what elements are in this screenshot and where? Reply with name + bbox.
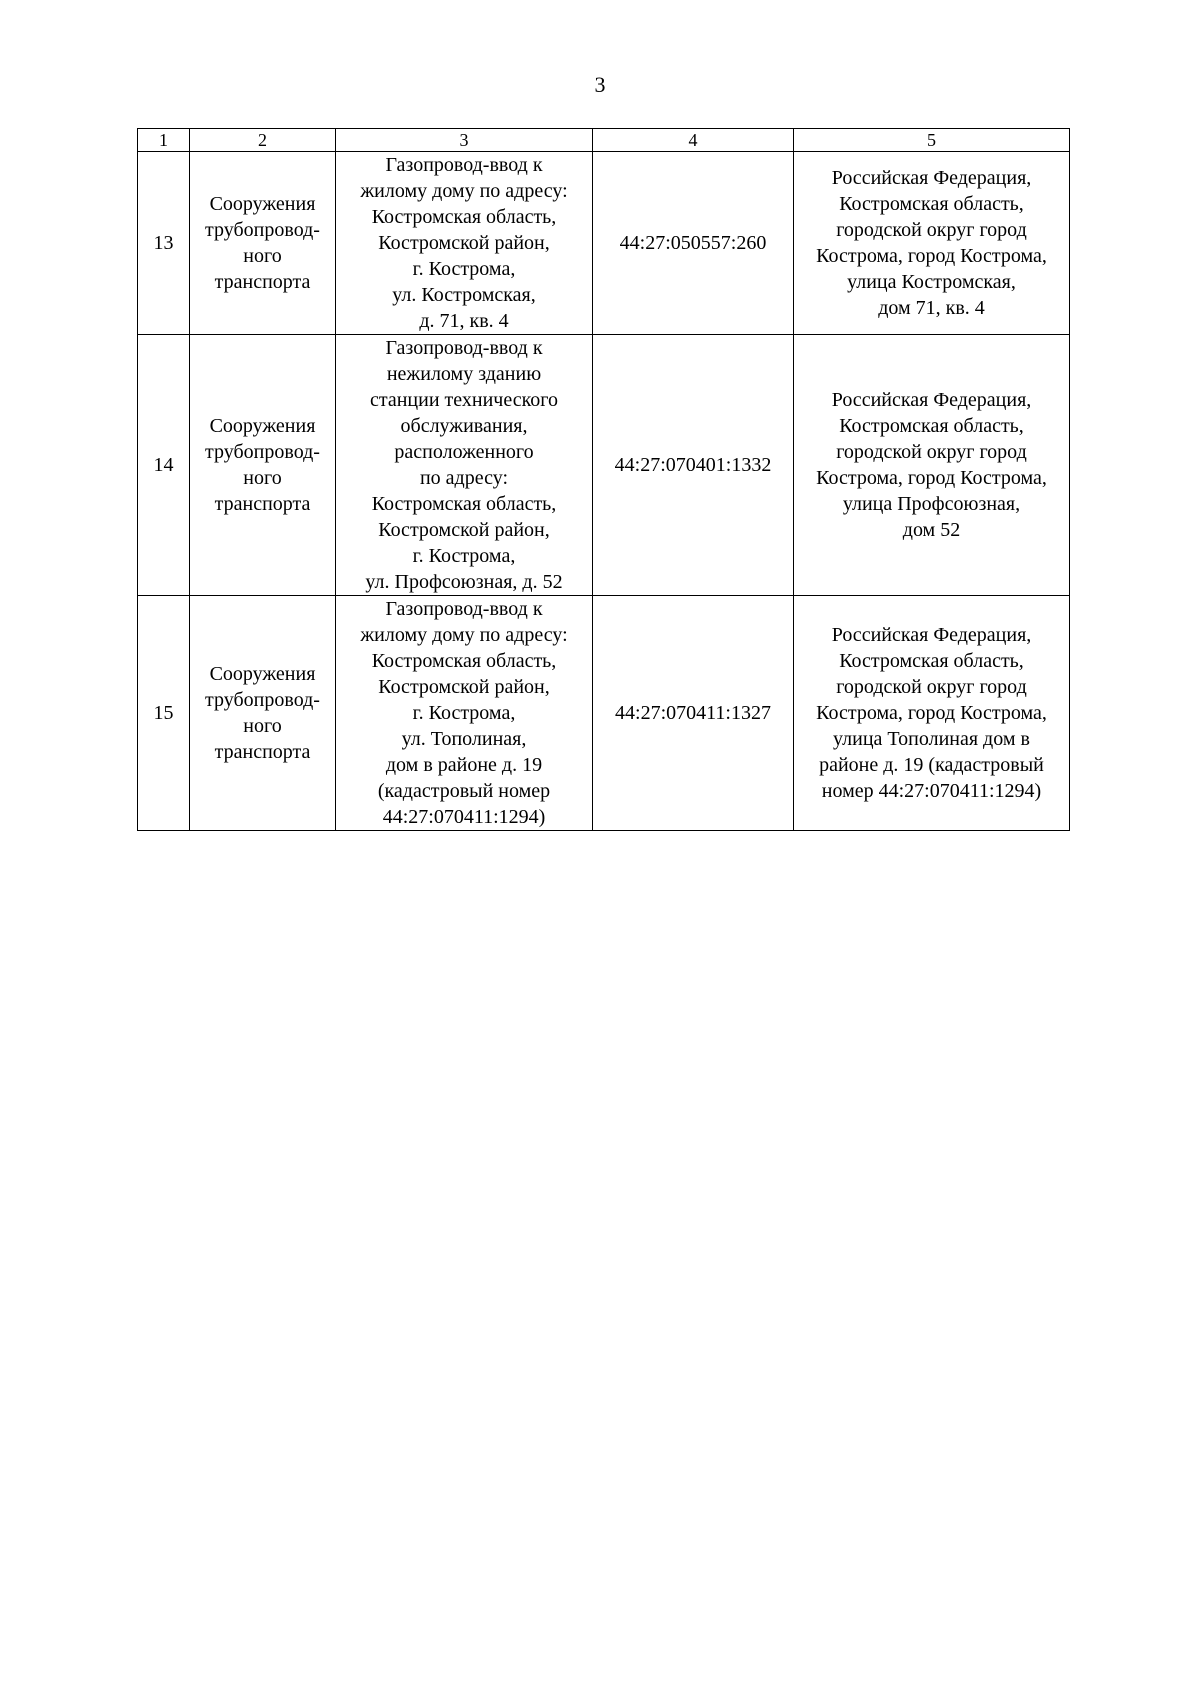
object-type: Сооружения трубопровод- ного транспорта — [190, 152, 336, 335]
row-number: 13 — [138, 152, 190, 335]
object-description: Газопровод-ввод к нежилому зданию станции технического обслуживания, расположенного по адресу: Костромская область, Костромской район, г. Кострома, ул. Профсоюзная, д. 52 — [336, 335, 593, 596]
page-number: 3 — [594, 72, 606, 97]
table-header-row — [138, 129, 1070, 152]
object-description: Газопровод-ввод к жилому дому по адресу: Костромская область, Костромской район, г. Кострома, ул. Костромская, д. 71, кв. 4 — [336, 152, 593, 335]
header-cell-3: 3 — [336, 129, 593, 152]
object-address: Российская Федерация, Костромская область, городской округ город Кострома, город Кострома, улица Костромская, дом 71, кв. 4 — [794, 152, 1070, 335]
row-number: 15 — [138, 596, 190, 831]
header-cell-5: 5 — [794, 129, 1070, 152]
table-row — [138, 335, 1070, 596]
object-type: Сооружения трубопровод- ного транспорта — [190, 335, 336, 596]
object-address: Российская Федерация, Костромская область, городской округ город Кострома, город Кострома, улица Тополиная дом в районе д. 19 (кадастровый номер 44:27:070411:1294) — [794, 596, 1070, 831]
header-cell-2: 2 — [190, 129, 336, 152]
table-row — [138, 152, 1070, 335]
property-table — [137, 128, 1070, 831]
header-cell-1: 1 — [138, 129, 190, 152]
table-row — [138, 596, 1070, 831]
cadastral-number: 44:27:050557:260 — [593, 152, 794, 335]
cadastral-number: 44:27:070411:1327 — [593, 596, 794, 831]
object-address: Российская Федерация, Костромская область, городской округ город Кострома, город Кострома, улица Профсоюзная, дом 52 — [794, 335, 1070, 596]
row-number: 14 — [138, 335, 190, 596]
header-cell-4: 4 — [593, 129, 794, 152]
cadastral-number: 44:27:070401:1332 — [593, 335, 794, 596]
object-description: Газопровод-ввод к жилому дому по адресу: Костромская область, Костромской район, г. Кострома, ул. Тополиная, дом в районе д. 19 (кадастровый номер 44:27:070411:1294) — [336, 596, 593, 831]
object-type: Сооружения трубопровод- ного транспорта — [190, 596, 336, 831]
